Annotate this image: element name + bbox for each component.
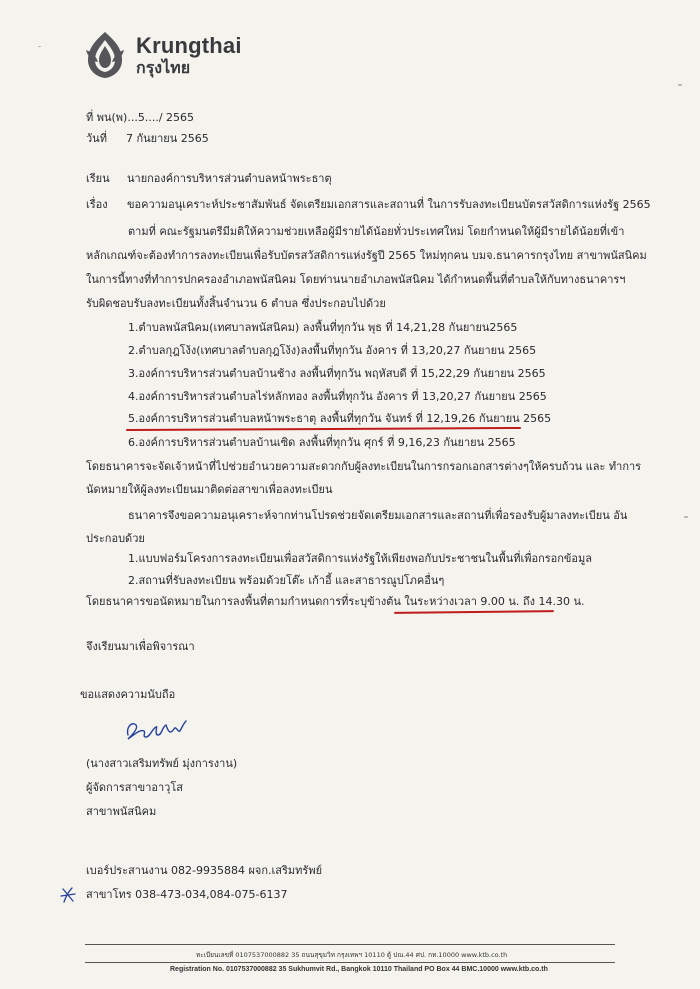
schedule-item: 6.องค์การบริหารส่วนตำบลบ้านเซิด ลงพื้นที่ทุกวัน ศุกร์ ที่ 9,16,23 กันยายน 2565 xyxy=(128,436,516,449)
appointment-line xyxy=(86,595,584,609)
subject-line xyxy=(86,198,651,212)
recipient-label: เรียน xyxy=(86,172,110,185)
date-label: วันที่ xyxy=(86,132,107,145)
para3-line: ธนาคารจึงขอความอนุเคราะห์จากท่านโปรดช่วยจัดเตรียมเอกสารและสถานที่เพื่อรองรับผู้มาลงทะเบียน อัน xyxy=(128,509,628,522)
schedule-item: 1.ตำบลพนัสนิคม(เทศบาลพนัสนิคม) ลงพื้นที่ทุกวัน พุธ ที่ 14,21,28 กันยายน2565 xyxy=(128,321,518,334)
schedule-item: 2.ตำบลกุฎโง้ง(เทศบาลตำบลกุฎโง้ง)ลงพื้นที่ทุกวัน อังคาร ที่ 13,20,27 กันยายน 2565 xyxy=(128,344,537,357)
handwritten-mark-icon xyxy=(60,886,76,904)
requirement-item: 2.สถานที่รับลงทะเบียน พร้อมด้วยโต๊ะ เก้าอี้ และสาธารณูปโภคอื่นๆ xyxy=(128,574,445,587)
coordinator-contact: เบอร์ประสานงาน 082-9935884 ผจก.เสริมทรัพย์ xyxy=(86,864,323,877)
red-pen-underline xyxy=(126,427,521,431)
krungthai-bird-icon xyxy=(82,30,128,80)
regards: ขอแสดงความนับถือ xyxy=(80,688,176,701)
schedule-item-highlighted: 5.องค์การบริหารส่วนตำบลหน้าพระธาตุ ลงพื้นที่ทุกวัน จันทร์ ที่ 12,19,26 กันยายน 2565 xyxy=(128,412,552,425)
krungthai-logo xyxy=(82,30,242,80)
footer-divider xyxy=(85,944,615,945)
reference-number: ที่ พน(พ)...5..../ 2565 xyxy=(86,111,195,124)
schedule-item: 3.องค์การบริหารส่วนตำบลบ้านช้าง ลงพื้นที่ทุกวัน พฤหัสบดี ที่ 15,22,29 กันยายน 2565 xyxy=(128,367,546,380)
para3-line: ประกอบด้วย xyxy=(86,532,145,545)
para1-line: ตามที่ คณะรัฐมนตรีมีมติให้ความช่วยเหลือผู้มีรายได้น้อยทั่วประเทศใหม่ โดยกำหนดให้ผู้มีรายได้น้อยที่เข้า xyxy=(128,225,625,238)
subject-value: ขอความอนุเคราะห์ประชาสัมพันธ์ จัดเตรียมเอกสารและสถานที่ ในการรับลงทะเบียนบัตรสวัสดิการแห่งรัฐ 2565 xyxy=(127,198,651,211)
signer-position: ผู้จัดการสาขาอาวุโส xyxy=(86,781,183,794)
brand-name-th: กรุงไทย xyxy=(136,57,191,77)
paper-speck xyxy=(38,46,41,47)
date-value: 7 กันยายน 2565 xyxy=(126,132,209,145)
requirement-item: 1.แบบฟอร์มโครงการลงทะเบียนเพื่อสวัสดิการแห่งรัฐให้เพียงพอกับประชาชนในพื้นที่เพื่อกรอกข้อมูล xyxy=(128,552,593,565)
handwritten-signature xyxy=(122,715,192,743)
paper-speck xyxy=(684,516,688,518)
para2-line: โดยธนาคารจะจัดเจ้าหน้าที่ไปช่วยอำนวยความสะดวกกับผู้ลงทะเบียนในการกรอกเอกสารต่างๆให้ครบถ้วน และ ทำการ xyxy=(86,460,642,473)
brand-name-en: Krungthai xyxy=(136,32,242,58)
appointment-prefix: โดยธนาคารขอนัดหมายในการลงพื้นที่ตามกำหนดการที่ระบุข้างต้น xyxy=(86,595,401,608)
branch-phone: สาขาโทร 038-473-034,084-075-6137 xyxy=(86,888,288,901)
footer-line-th: ทะเบียนเลขที่ 0107537000882 35 ถนนสุขุมวิท กรุงเทพฯ 10110 ตู้ ปณ.44 ศป. กท.10000 www.ktb.co.th xyxy=(196,951,508,959)
para2-line: นัดหมายให้ผู้ลงทะเบียนมาติดต่อสาขาเพื่อลงทะเบียน xyxy=(86,483,333,496)
para1-line: ในการนี้ทางที่ทำการปกครองอำเภอพนัสนิคม โดยท่านนายอำเภอพนัสนิคม ได้กำหนดพื้นที่ตำบลให้กับทางธนาคารฯ xyxy=(86,273,626,286)
schedule-item: 4.องค์การบริหารส่วนตำบลไร่หลักทอง ลงพื้นที่ทุกวัน อังคาร ที่ 13,20,27 กันยายน 2565 xyxy=(128,390,547,403)
appointment-time: ในระหว่างเวลา 9.00 น. ถึง 14.30 น. xyxy=(404,595,585,608)
signer-branch: สาขาพนัสนิคม xyxy=(86,805,157,818)
para1-line: หลักเกณฑ์จะต้องทำการลงทะเบียนเพื่อรับบัตรสวัสดิการแห่งรัฐปี 2565 ใหม่ทุกคน บมจ.ธนาคารกรุงไทย สาขาพนัสนิคม xyxy=(86,249,647,262)
closing-request: จึงเรียนมาเพื่อพิจารณา xyxy=(86,640,195,653)
recipient-line xyxy=(86,172,332,186)
date-line xyxy=(86,132,209,146)
para1-line: รับผิดชอบรับลงทะเบียนทั้งสิ้นจำนวน 6 ตำบล ซึ่งประกอบไปด้วย xyxy=(86,297,386,310)
recipient-value: นายกองค์การบริหารส่วนตำบลหน้าพระธาตุ xyxy=(127,172,332,185)
subject-label: เรื่อง xyxy=(86,198,108,211)
footer-divider xyxy=(85,962,615,963)
footer-line-en: Registration No. 0107537000882 35 Sukhumvit Rd., Bangkok 10110 Thailand PO Box 44 BMC.10000 www.ktb.co.th xyxy=(170,966,548,973)
red-pen-underline xyxy=(394,610,554,614)
paper-speck xyxy=(678,84,682,86)
signer-name: (นางสาวเสริมทรัพย์ มุ่งการงาน) xyxy=(86,757,238,770)
